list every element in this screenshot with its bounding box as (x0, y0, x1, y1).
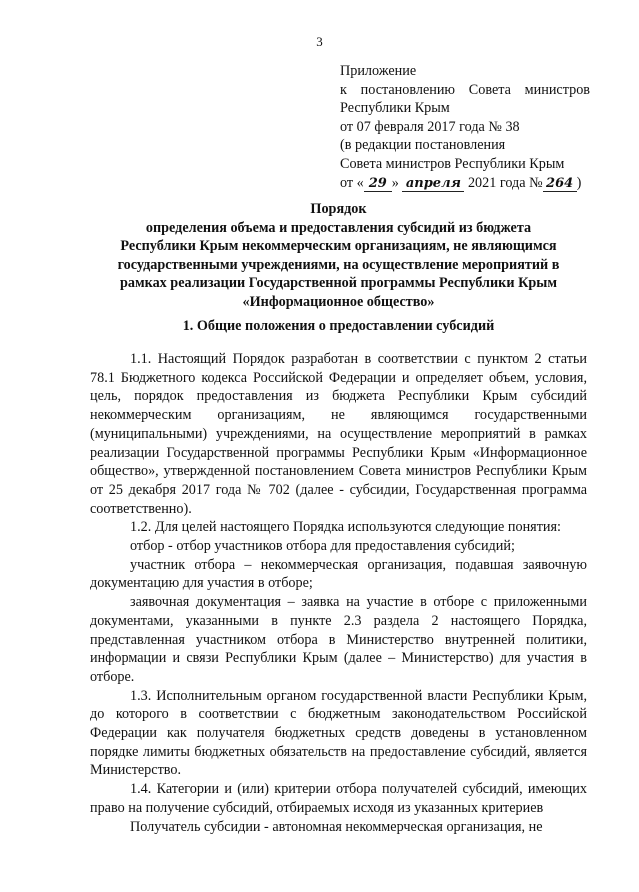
definition-selection: отбор - отбор участников отбора для предоставления субсидий; (130, 538, 515, 555)
title-heading: Порядок (310, 201, 367, 217)
date-prefix: от « (340, 174, 364, 191)
paragraph-1-2: 1.2. Для целей настоящего Порядка используются следующие понятия: (130, 519, 561, 536)
title-line: государственными учреждениями, на осуществление мероприятий в (117, 256, 560, 273)
date-suffix: ) (576, 174, 582, 191)
appendix-line: (в редакции постановления (340, 137, 506, 154)
handwritten-month: апреля (402, 176, 464, 192)
definition-participant: участник отбора – некоммерческая организация, подавшая заявочную документацию для участия в отборе; (90, 556, 587, 592)
appendix-line: Приложение (340, 63, 417, 79)
paragraph-1-4: 1.4. Категории и (или) критерии отбора получателей субсидий, имеющих право на получение субсидий, отбираемых исходя из указанных критериев (90, 781, 587, 816)
date-year: 2021 года № (467, 174, 543, 191)
page-number: 3 (316, 34, 323, 49)
paragraph-1-1: 1.1. Настоящий Порядок разработан в соответствии с пунктом 2 статьи 78.1 Бюджетного кодекса Российской Федерации и определяет объем, условия, цель, порядок предоставления из бюджета Республики Крым субсидий некоммерческим организациям, не являющимся государственными (муниципальными) учреждениями, на осуществление мероприятий в рамках реализации Государственной программы Республики Крым «Информационное общество», утвержденной постановлением Совета министров Республики Крым от 25 декабря 2017 года № 702 (далее - субсидии, Государственная программа соответственно). (90, 351, 587, 517)
paragraph-recipient: Получатель субсидии - автономная некоммерческая организация, не (130, 818, 543, 835)
title-line: Республики Крым некоммерческим организациям, не являющимся (120, 238, 557, 255)
appendix-block (340, 62, 590, 192)
definition-documentation: заявочная документация – заявка на участие в отборе с приложенными документами, указанными в пункте 2.3 раздела 2 настоящего Порядка, представленная участником отбора в Министерство внутренней политики, информации и связи Республики Крым (далее – Министерство) для участия в отборе. (90, 594, 587, 685)
appendix-line: Совета министров Республики Крым (340, 155, 565, 172)
handwritten-number: 264 (543, 176, 577, 192)
appendix-line: Республики Крым (340, 100, 450, 117)
title-line: рамках реализации Государственной программы Республики Крым (119, 275, 558, 292)
appendix-date-line (340, 174, 590, 193)
paragraph-1-3: 1.3. Исполнительным органом государственной власти Республики Крым, до которого в соответствии с бюджетным законодательством Российской Федерации как получателя бюджетных средств доведены в установленном порядке лимиты бюджетных обязательств на предоставление субсидий, является Министерство. (90, 687, 587, 779)
title-line: определения объема и предоставления субсидий из бюджета (145, 219, 532, 236)
title-line: «Информационное общество» (242, 293, 435, 310)
appendix-line: к постановлению Совета министров (340, 81, 590, 98)
document-title (90, 200, 587, 312)
appendix-line: от 07 февраля 2017 года № 38 (340, 118, 520, 135)
handwritten-day: 29 (364, 176, 392, 192)
date-quote: » (391, 174, 399, 191)
section-heading: 1. Общие положения о предоставлении субсидий (182, 318, 495, 334)
document-body (90, 350, 587, 836)
